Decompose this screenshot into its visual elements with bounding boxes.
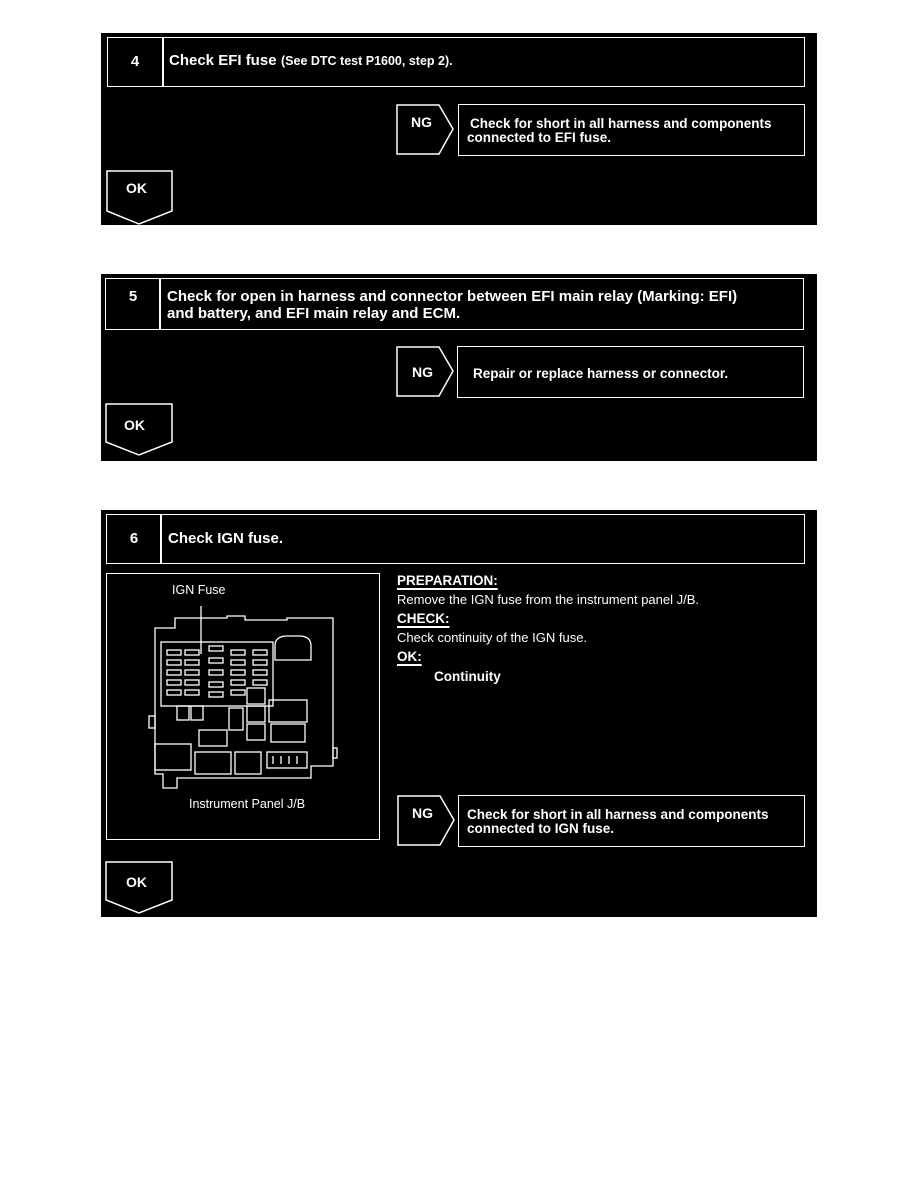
step-5-title-line2: and battery, and EFI main relay and ECM. <box>167 305 461 322</box>
step-4-title <box>169 52 453 70</box>
step-6-ng-result-line1: Check for short in all harness and components <box>467 807 769 822</box>
check-heading: CHECK: <box>397 611 450 626</box>
preparation-text: Remove the IGN fuse from the instrument panel J/B. <box>397 592 700 607</box>
step-4-ok-label: OK <box>126 180 147 196</box>
step-4-ng-result-line1: Check for short in all harness and components <box>470 116 772 131</box>
step-5-ng-result: Repair or replace harness or connector. <box>473 366 729 381</box>
step-5-ng-label: NG <box>412 364 433 380</box>
check-text: Check continuity of the IGN fuse. <box>397 630 588 645</box>
step-6-panel <box>101 510 817 917</box>
ign-fuse-label: IGN Fuse <box>172 583 226 597</box>
ok-heading: OK: <box>397 649 422 664</box>
step-4-number: 4 <box>130 53 140 70</box>
instrument-panel-jb-diagram <box>147 598 347 798</box>
step-6-ng-result-line2: connected to IGN fuse. <box>467 821 615 836</box>
step-6-ng-arrow <box>396 794 458 848</box>
step-5-number: 5 <box>128 288 138 305</box>
step-4-title-bold: Check EFI fuse <box>169 52 277 69</box>
step-4-ok-arrow <box>105 169 175 227</box>
step-6-title: Check IGN fuse. <box>168 530 284 547</box>
instrument-panel-jb-label: Instrument Panel J/B <box>189 797 306 811</box>
ok-text: Continuity <box>434 669 501 684</box>
preparation-heading: PREPARATION: <box>397 573 498 588</box>
step-5-title-line1: Check for open in harness and connector between EFI main relay (Marking: EFI) <box>167 288 738 305</box>
step-4-title-rest: (See DTC test P1600, step 2). <box>281 54 453 68</box>
step-6-ng-label: NG <box>412 805 433 821</box>
step-5-panel <box>101 274 817 461</box>
step-4-ng-result-line2: connected to EFI fuse. <box>467 130 612 145</box>
step-4-ng-label: NG <box>411 114 432 130</box>
step-6-ok-label: OK <box>126 874 147 890</box>
step-4-ng-arrow <box>395 103 457 157</box>
step-6-number: 6 <box>129 530 139 547</box>
step-4-panel <box>101 33 817 225</box>
step-5-ok-label: OK <box>124 417 145 433</box>
